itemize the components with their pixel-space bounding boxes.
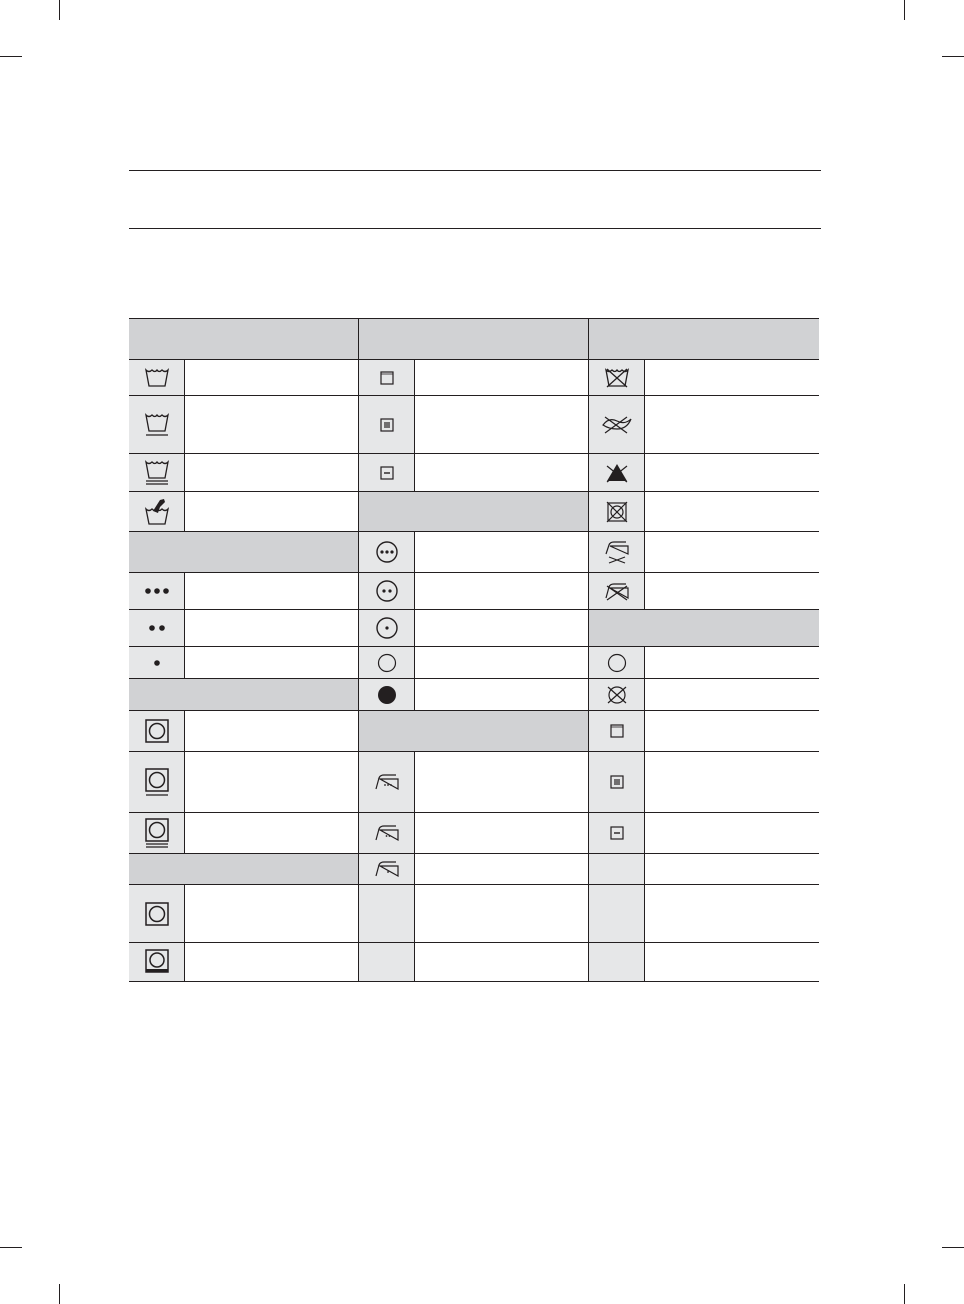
table-subheader [589, 609, 819, 646]
table-cell [415, 884, 589, 942]
empty-icon-cell [359, 884, 415, 942]
crop-mark [942, 1247, 964, 1248]
square-vertical-lines-icon [359, 395, 415, 453]
washing-tub-mild-icon [129, 395, 185, 453]
table-cell [415, 609, 589, 646]
bottom-rule [129, 228, 821, 229]
tumble-dry-mild-icon [129, 751, 185, 812]
table-cell [415, 942, 589, 981]
table-cell [415, 812, 589, 853]
line-dry-icon [589, 710, 645, 751]
crop-mark [0, 56, 22, 57]
table-subheader [129, 531, 359, 572]
table-cell [185, 491, 359, 531]
empty-icon-cell [589, 853, 645, 884]
table-cell [185, 646, 359, 678]
top-rule [129, 170, 821, 171]
dot-one-icon [129, 646, 185, 678]
table-cell [185, 884, 359, 942]
table-cell [645, 491, 819, 531]
table-cell [185, 395, 359, 453]
no-wring-icon [589, 395, 645, 453]
table-cell [645, 812, 819, 853]
table-cell [645, 853, 819, 884]
table-cell [645, 646, 819, 678]
tumble-dry-circle-icon [129, 884, 185, 942]
table-cell [645, 395, 819, 453]
crop-mark [904, 0, 905, 20]
iron-three-dots-icon [359, 751, 415, 812]
table-subheader [129, 853, 359, 884]
drip-dry-icon [589, 751, 645, 812]
circle-filled-icon [359, 678, 415, 710]
square-icon [359, 359, 415, 395]
table-cell [415, 572, 589, 609]
empty-icon-cell [359, 942, 415, 981]
circle-empty-icon [359, 646, 415, 678]
crop-mark [0, 1247, 22, 1248]
dry-flat-icon [589, 812, 645, 853]
dry-clean-icon [589, 646, 645, 678]
no-wash-icon [589, 359, 645, 395]
table-cell [185, 812, 359, 853]
iron-two-dots-icon [359, 812, 415, 853]
table-cell [185, 609, 359, 646]
hand-wash-icon [129, 491, 185, 531]
table-subheader [359, 491, 589, 531]
empty-icon-cell [589, 884, 645, 942]
circle-two-dots-icon [359, 572, 415, 609]
table-cell [415, 678, 589, 710]
table-cell [185, 751, 359, 812]
crop-mark [59, 1284, 60, 1304]
table-cell [645, 359, 819, 395]
table-cell [185, 359, 359, 395]
crop-mark [59, 0, 60, 20]
table-cell [645, 751, 819, 812]
table-cell [415, 531, 589, 572]
table-subheader [359, 710, 589, 751]
table-header [359, 318, 589, 359]
table-cell [415, 751, 589, 812]
table-cell [645, 453, 819, 491]
table-cell [415, 395, 589, 453]
circle-three-dots-icon [359, 531, 415, 572]
table-cell [645, 942, 819, 981]
crop-mark [942, 56, 964, 57]
table-header [129, 318, 359, 359]
table-cell [415, 453, 589, 491]
tumble-dry-very-mild-icon [129, 812, 185, 853]
empty-icon-cell [589, 942, 645, 981]
table-cell [415, 359, 589, 395]
table-cell [415, 853, 589, 884]
crop-mark [904, 1284, 905, 1304]
no-iron-icon [589, 572, 645, 609]
table-subheader [129, 678, 359, 710]
dots-three-icon [129, 572, 185, 609]
dots-two-icon [129, 609, 185, 646]
table-cell [645, 572, 819, 609]
table-cell [185, 710, 359, 751]
table-cell [645, 531, 819, 572]
table-cell [415, 646, 589, 678]
square-horizontal-line-icon [359, 453, 415, 491]
table-cell [185, 572, 359, 609]
table-cell [185, 453, 359, 491]
washing-tub-icon [129, 359, 185, 395]
table-cell [645, 678, 819, 710]
washing-tub-very-mild-icon [129, 453, 185, 491]
care-symbols-table [129, 318, 819, 982]
no-dry-clean-icon [589, 678, 645, 710]
no-bleach-icon [589, 453, 645, 491]
table-cell [185, 942, 359, 981]
tumble-dry-icon [129, 710, 185, 751]
table-cell [645, 710, 819, 751]
circle-one-dot-icon [359, 609, 415, 646]
no-tumble-dry-icon [589, 491, 645, 531]
table-cell [645, 884, 819, 942]
tumble-dry-flat-icon [129, 942, 185, 981]
table-header [589, 318, 819, 359]
iron-one-dot-icon [359, 853, 415, 884]
no-iron-steam-icon [589, 531, 645, 572]
